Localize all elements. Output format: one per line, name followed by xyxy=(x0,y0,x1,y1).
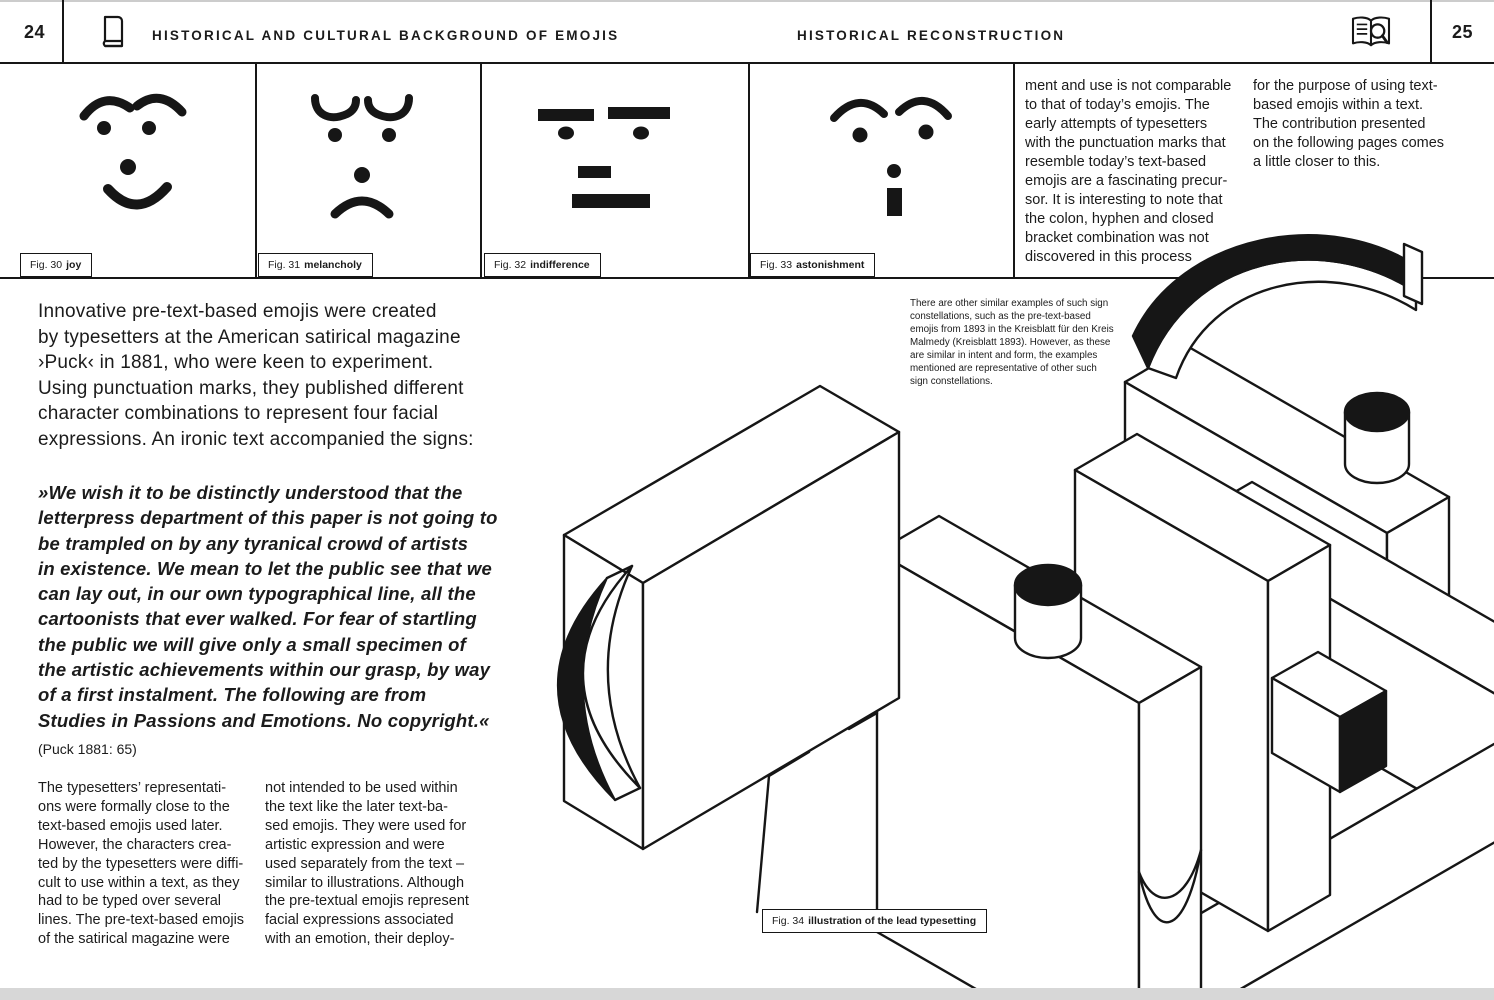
left-column-2: not intended to be used within the text like the later text-ba- sed emojis. They were used for artistic expression and were used separately from the text – similar to illustrations. Although the pre-textual emojis represent facial expressions associated with an emotion, their deploy- xyxy=(265,780,469,948)
caption-name: melancholy xyxy=(304,259,362,271)
page-bottom-edge xyxy=(0,988,1494,1000)
right-column-1: ment and use is not comparable to that of today’s emojis. The early attempts of typesetters with the punctuation marks that resemble today’s text-based emojis are a fascinating precur- sor. It is interesting to note that the colon, hyphen and closed bracket combination was not discovered in this process xyxy=(1025,78,1232,265)
caption-name: joy xyxy=(66,259,82,271)
margin-footnote: There are other similar examples of such sign constellations, such as the pre-text-based emojis from 1893 in the Kreisblatt für den Kreis Malmedy (Kreisblatt 1893). However, as these are similar in intent and form, the examples mentioned are representative of other such sign constellations. xyxy=(910,298,1114,387)
caption-name: astonishment xyxy=(796,259,865,271)
page-top-edge xyxy=(0,0,1494,2)
header-title-left: HISTORICAL AND CULTURAL BACKGROUND OF EMOJIS xyxy=(152,28,620,43)
caption-fig-31 xyxy=(258,253,373,277)
quote-citation: (Puck 1881: 65) xyxy=(38,741,137,757)
puck-quote: »We wish it to be distinctly understood that the letterpress department of this paper is not going to be trampled on by any tyranical crowd of artists in existence. We mean to let the public see that we can lay out, in our own typographical line, all the cartoonists that ever walked. For fear of startling the public we will give only a small specimen of the artistic achievements within our grasp, by way of a first instalment. The following are from Studies in Passions and Emotions. No copyright.« xyxy=(38,482,498,731)
caption-label: Fig. 33 xyxy=(760,259,793,271)
caption-fig-34 xyxy=(762,909,987,933)
caption-fig-32 xyxy=(484,253,601,277)
header-divider-left xyxy=(62,0,64,62)
open-book-magnifier-icon xyxy=(1348,14,1394,50)
header-divider-right xyxy=(1430,0,1432,62)
header-title-right: HISTORICAL RECONSTRUCTION xyxy=(797,28,1066,43)
caption-label: Fig. 32 xyxy=(494,259,527,271)
emoji-face-melancholy xyxy=(255,62,480,278)
right-column-2: for the purpose of using text- based emojis within a text. The contribution presented on the following pages comes a little closer to this. xyxy=(1253,78,1445,170)
caption-fig-30 xyxy=(20,253,92,277)
caption-fig-33 xyxy=(750,253,875,277)
caption-name: illustration of the lead typesetting xyxy=(808,915,977,927)
book-icon xyxy=(100,14,128,50)
caption-name: indifference xyxy=(530,259,590,271)
intro-paragraph: Innovative pre-text-based emojis were created by typesetters at the American satirical magazine ›Puck‹ in 1881, who were keen to experiment. Using punctuation marks, they published different character combinations to represent four facial expressions. An ironic text accompanied the signs: xyxy=(38,301,474,450)
caption-label: Fig. 30 xyxy=(30,259,63,271)
page-number-left: 24 xyxy=(24,22,46,42)
left-column-1: The typesetters’ representati- ons were formally close to the text-based emojis used later. However, the characters crea- ted by the typesetters were diffi- cult to use within a text, as they had to be typed over several lines. The pre-text-based emojis of the satirical magazine were xyxy=(38,780,245,948)
caption-label: Fig. 31 xyxy=(268,259,301,271)
caption-label: Fig. 34 xyxy=(772,915,805,927)
page-number-right: 25 xyxy=(1452,22,1474,42)
emoji-face-joy xyxy=(0,62,255,278)
